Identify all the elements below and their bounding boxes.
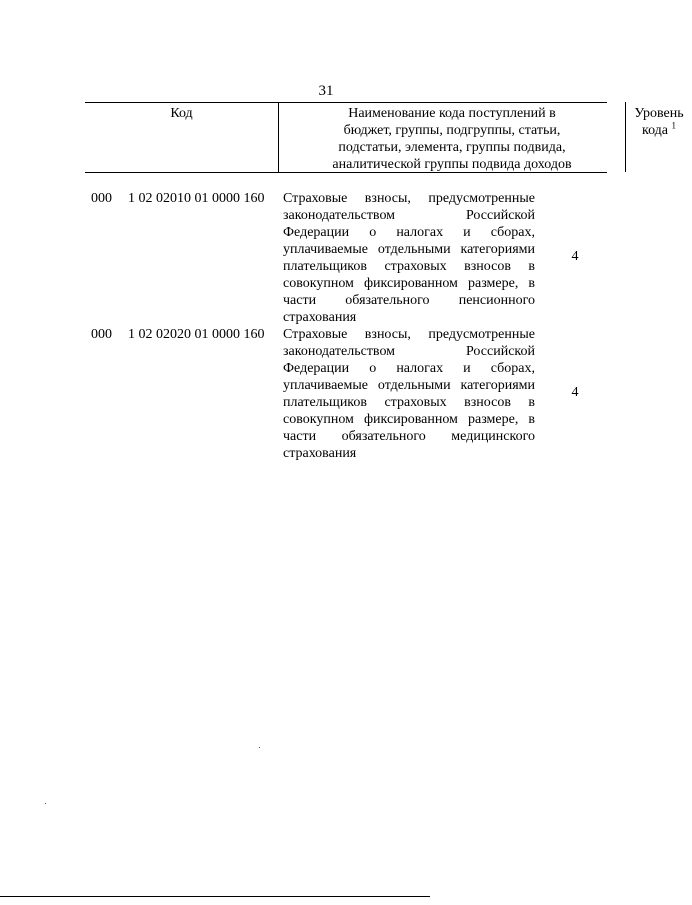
row-name-line: совокупном фиксированном размере, в bbox=[283, 412, 535, 427]
scan-speck bbox=[45, 803, 46, 804]
row-name-line: совокупном фиксированном размере, в bbox=[283, 276, 535, 291]
scan-speck bbox=[259, 747, 260, 748]
row-name-line: Федерации о налогах и сборах, bbox=[283, 361, 535, 376]
header-name-line: Наименование кода поступлений в bbox=[348, 106, 556, 121]
row-code: 1 02 02020 01 0000 160 bbox=[128, 327, 265, 342]
table-header bbox=[85, 102, 684, 173]
row-name bbox=[283, 190, 535, 326]
header-name-line: подстатьи, элемента, группы подвида, bbox=[338, 140, 566, 155]
row-name-line: Федерации о налогах и сборах, bbox=[283, 225, 535, 240]
row-prefix: 000 bbox=[91, 191, 112, 206]
row-name-line: страхования bbox=[283, 446, 357, 461]
row-name-line: уплачиваемые отдельными категориями bbox=[283, 242, 535, 257]
header-level bbox=[626, 102, 692, 172]
row-name-line: законодательством Российской bbox=[283, 344, 535, 359]
row-name-line: части обязательного медицинского bbox=[283, 429, 535, 444]
header-level-line-2 bbox=[626, 122, 692, 139]
header-level-text: кода bbox=[641, 123, 669, 138]
row-name-line: законодательством Российской bbox=[283, 208, 535, 223]
row-name-line: страхования bbox=[283, 310, 357, 325]
header-level-line: Уровень bbox=[634, 106, 684, 121]
row-level: 4 bbox=[571, 385, 579, 400]
row-name-line: части обязательного пенсионного bbox=[283, 293, 535, 308]
row-level: 4 bbox=[571, 249, 579, 264]
bottom-rule bbox=[0, 896, 430, 897]
row-name-line: Страховые взносы, предусмотренные bbox=[283, 191, 535, 206]
row-name-line: уплачиваемые отдельными категориями bbox=[283, 378, 535, 393]
header-name-line: бюджет, группы, подгруппы, статьи, bbox=[343, 123, 561, 138]
row-name bbox=[283, 326, 535, 462]
row-name-line: плательщиков страховых взносов в bbox=[283, 259, 535, 274]
header-code: Код bbox=[170, 106, 193, 121]
row-name-line: плательщиков страховых взносов в bbox=[283, 395, 535, 410]
footnote-marker: 1 bbox=[671, 120, 677, 131]
page-number: 31 bbox=[318, 83, 334, 99]
row-code: 1 02 02010 01 0000 160 bbox=[128, 191, 265, 206]
row-prefix: 000 bbox=[91, 327, 112, 342]
row-name-line: Страховые взносы, предусмотренные bbox=[283, 327, 535, 342]
header-name bbox=[278, 102, 626, 172]
header-name-line: аналитической группы подвида доходов bbox=[332, 157, 572, 172]
